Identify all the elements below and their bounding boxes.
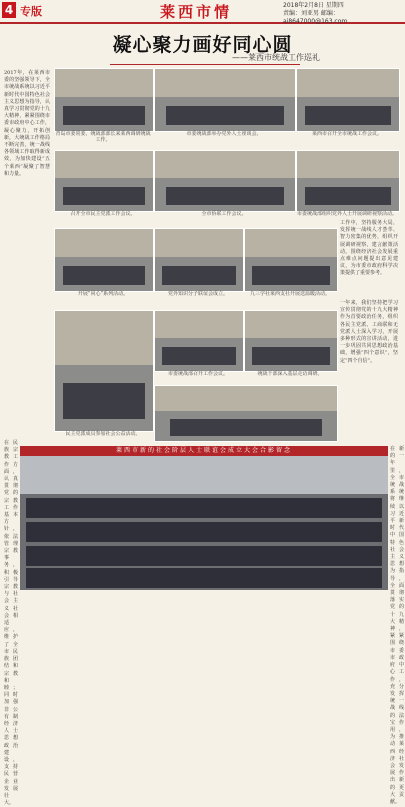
photo-meeting-2 [154, 68, 296, 132]
photo-activity [244, 310, 338, 372]
editor-info: 责编：刘亚男 邮编：ai8647000@163.com [283, 10, 348, 25]
photo-conference [154, 150, 296, 212]
caption-12: 统战干部深入基层走访调研。 [257, 371, 323, 377]
caption-4: 召开全市民主党派工作会议。 [70, 211, 136, 217]
article-column-4: 在民族宗教工作方面，认真贯彻党的宗教工作基本方针，依法管理宗教事务，积极引导宗教与社会主义社会相适应，维护了全市民族团结和宗教和睦；同时加强非公有制经济人士思想政治建设，支持民营企业发展壮大。 [4, 440, 18, 807]
photo-group-event [154, 385, 338, 442]
caption-1: 青岛市委常委、统战部部长来莱西调研统战工作。 [55, 131, 151, 143]
issue-date: 2018年2月8日 星期四 [283, 2, 344, 9]
title-rule [110, 64, 300, 65]
photo-inspection [154, 228, 244, 292]
photo-charity [54, 310, 154, 432]
caption-10: 民主党派成员参加社会公益活动。 [65, 431, 141, 437]
photo-seminar [54, 228, 154, 292]
caption-2: 市委统战部举办党外人士座谈会。 [186, 131, 262, 137]
page-number: 4 [2, 2, 16, 18]
subtitle: ——莱西市统战工作巡礼 [232, 53, 320, 62]
photo-tour [244, 228, 338, 292]
page-header [0, 0, 405, 24]
article-column-3: 工作中，坚持服务大局，发挥统一战线人才荟萃、智力密集的优势，组织开展调研视察、建言献策活动，围绕经济社会发展重点难点问题提出意见建议，为市委市政府科学决策提供了重要参考。 [340, 220, 398, 277]
article-column-2: 一年来，我们坚持把学习宣传贯彻党的十九大精神作为首要政治任务，组织各民主党派、工商联和无党派人士深入学习，开展多种形式的宣讲活动，进一步巩固共同思想政治基础，增强“四个意识”，坚定“四个自信”。 [340, 300, 398, 364]
headline: 凝心聚力画好同心圆 [112, 34, 293, 56]
photo-forum [54, 150, 154, 212]
group-photo-banner: 莱西市新的社会阶层人士联谊会成立大会合影留念 [20, 446, 388, 456]
caption-7: 开展“同心”系列活动。 [77, 291, 129, 297]
caption-11: 市委统战部召开工作会议。 [167, 371, 228, 377]
caption-5: 全市侨联工作会议。 [201, 211, 247, 217]
article-column-5: 在新的一年里，全市统战系统将继续以习近平新时代中国特色社会主义思想为指导，全面贯彻落实党的十九大精神，紧紧围绕市委市政府中心工作，充分发挥统一战线的法宝作用，为推动莱西经济社会发展作出新的更大贡献。 [390, 446, 404, 805]
photo-meeting-3 [296, 68, 400, 132]
caption-3: 莱西市召开全市统战工作会议。 [311, 131, 382, 137]
photo-visit [296, 150, 400, 212]
masthead: 莱西市情 [160, 3, 233, 21]
caption-6: 市委统战部组织党外人士开展调研视察活动。 [296, 211, 397, 217]
article-column-1: 2017年，在莱西市委的坚强领导下，全市统战系统以习近平新时代中国特色社会主义思想为指导，认真学习贯彻党的十九大精神，紧紧围绕市委市政府中心工作，凝心聚力，开拓创新，大统战工作格局不断完善，统一战线各领域工作取得新成效，为加快建设“五个莱西”凝聚了智慧和力量。 [4, 70, 50, 177]
photo-meeting-1 [54, 68, 154, 132]
section-name: 专版 [20, 5, 42, 18]
caption-9: 九三学社莱西支社开展送温暖活动。 [249, 291, 330, 297]
group-photo [20, 456, 388, 590]
photo-discussion [154, 310, 244, 372]
caption-8: 党外知识分子联谊会成立。 [167, 291, 228, 297]
issue-meta [283, 2, 403, 26]
